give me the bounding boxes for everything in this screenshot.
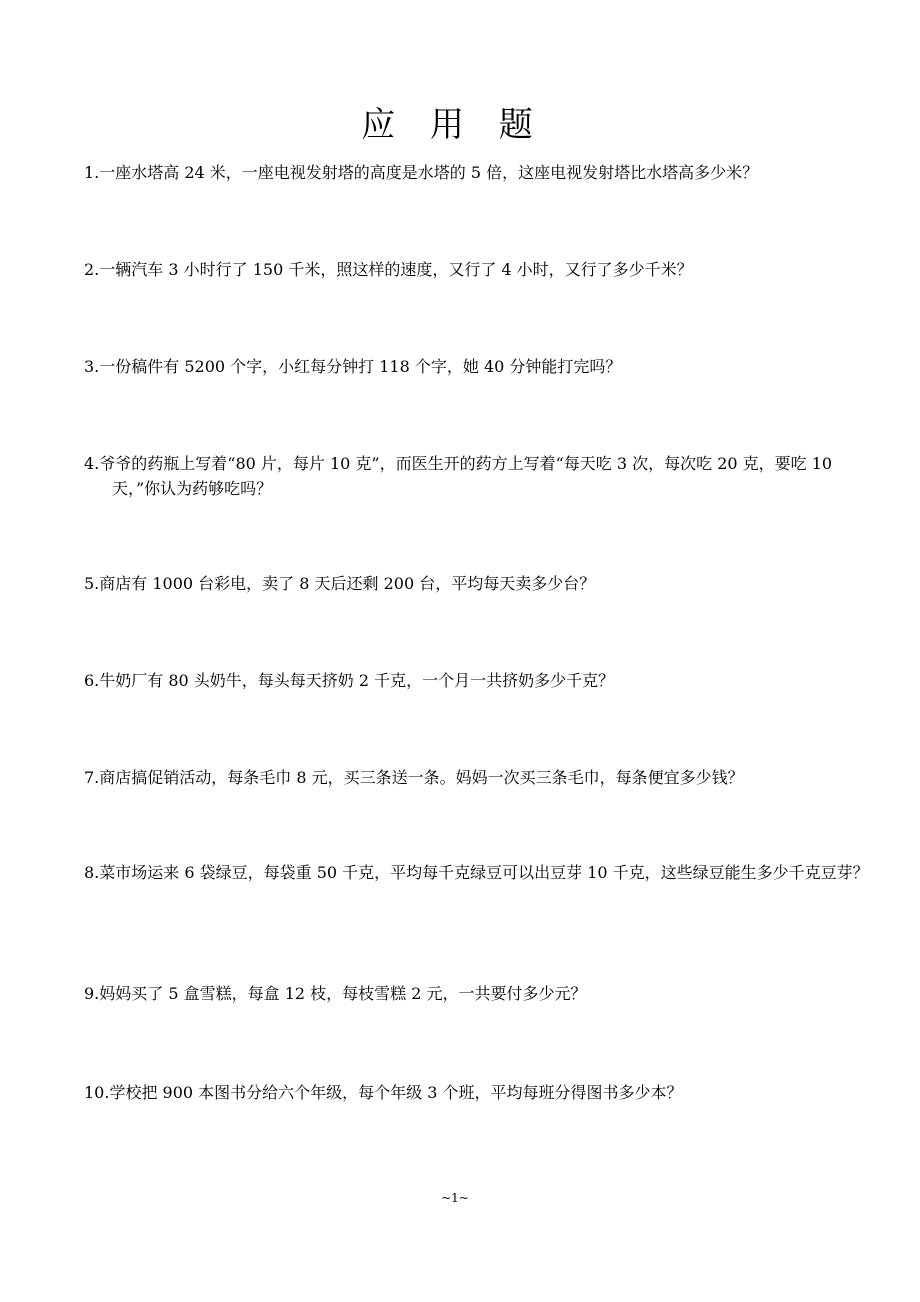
question-text: 商店搞促销活动，每条毛巾 8 元，买三条送一条。妈妈一次买三条毛巾，每条便宜多少钱？	[99, 768, 744, 787]
question-number: 6.	[84, 671, 100, 690]
question-text: 牛奶厂有 80 头奶牛，每头每天挤奶 2 千克，一个月一共挤奶多少千克？	[99, 671, 615, 690]
question-4	[84, 451, 872, 501]
question-number: 4.	[84, 454, 100, 473]
question-text: 爷爷的药瓶上写着“80 片，每片 10 克”，而医生开的药方上写着“每天吃 3 次，每次吃 20 克，要吃 10 天，”你认为药够吃吗？	[99, 454, 833, 498]
question-number: 10.	[84, 1083, 110, 1102]
page-title: 应 用 题	[361, 105, 545, 145]
question-number: 9.	[84, 984, 100, 1003]
question-3	[84, 354, 844, 379]
question-text: 妈妈买了 5 盒雪糕，每盒 12 枝，每枝雪糕 2 元，一共要付多少元？	[99, 984, 587, 1003]
question-number: 1.	[84, 163, 100, 182]
question-number: 7.	[84, 768, 100, 787]
question-text: 一份稿件有 5200 个字，小红每分钟打 118 个字，她 40 分钟能打完吗？	[99, 357, 622, 376]
question-number: 8.	[84, 863, 100, 882]
question-number: 5.	[84, 574, 100, 593]
question-text: 学校把 900 本图书分给六个年级，每个年级 3 个班，平均每班分得图书多少本？	[109, 1083, 683, 1102]
question-number: 3.	[84, 357, 100, 376]
page-number: ~1~	[441, 1191, 469, 1205]
question-8	[84, 860, 872, 885]
question-2	[84, 257, 844, 282]
question-text: 商店有 1000 台彩电，卖了 8 天后还剩 200 台，平均每天卖多少台？	[99, 574, 596, 593]
question-1	[84, 160, 844, 185]
question-7	[84, 765, 844, 790]
question-6	[84, 668, 844, 693]
question-10	[84, 1080, 844, 1105]
question-text: 一座水塔高 24 米，一座电视发射塔的高度是水塔的 5 倍，这座电视发射塔比水塔高多少米？	[99, 163, 759, 182]
question-text: 菜市场运来 6 袋绿豆，每袋重 50 千克，平均每千克绿豆可以出豆芽 10 千克，这些绿豆能生多少千克豆芽？	[99, 863, 869, 882]
question-text: 一辆汽车 3 小时行了 150 千米，照这样的速度，又行了 4 小时，又行了多少千米？	[99, 260, 693, 279]
question-9	[84, 981, 844, 1006]
question-5	[84, 571, 844, 596]
question-number: 2.	[84, 260, 100, 279]
